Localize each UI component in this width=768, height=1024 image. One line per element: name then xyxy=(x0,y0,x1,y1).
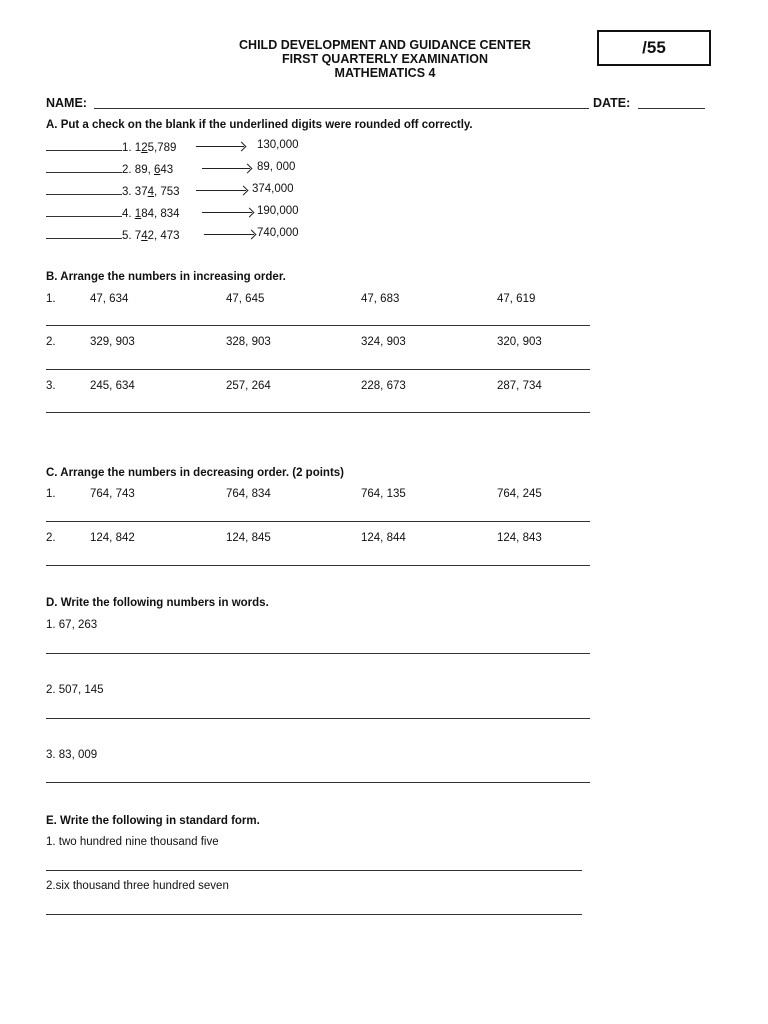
row-number: 2. xyxy=(46,336,56,348)
words-item: 3. 83, 009 xyxy=(46,749,98,761)
rounded-answer: 89, 000 xyxy=(257,161,296,173)
section-b-title: B. Arrange the numbers in increasing order. xyxy=(46,271,286,283)
arrow-icon xyxy=(196,146,244,147)
rounded-answer: 130,000 xyxy=(257,139,299,151)
number-value: 328, 903 xyxy=(226,336,271,348)
arrow-icon xyxy=(202,212,252,213)
arrow-icon xyxy=(204,234,254,235)
number-value: 124, 842 xyxy=(90,532,135,544)
answer-line[interactable] xyxy=(46,521,590,522)
number-value: 329, 903 xyxy=(90,336,135,348)
section-e-title: E. Write the following in standard form. xyxy=(46,815,260,827)
section-a-item: 2. 89, 643 xyxy=(46,161,173,176)
answer-line[interactable] xyxy=(46,718,590,719)
score-box: /55 xyxy=(597,30,711,66)
date-label: DATE: xyxy=(593,96,631,110)
number-value: 320, 903 xyxy=(497,336,542,348)
row-number: 1. xyxy=(46,488,56,500)
answer-line[interactable] xyxy=(46,653,590,654)
row-number: 1. xyxy=(46,293,56,305)
number-value: 324, 903 xyxy=(361,336,406,348)
check-blank[interactable] xyxy=(46,139,122,151)
check-blank[interactable] xyxy=(46,161,122,173)
number-value: 257, 264 xyxy=(226,380,271,392)
section-a-item: 5. 742, 473 xyxy=(46,227,180,242)
check-blank[interactable] xyxy=(46,205,122,217)
number-value: 287, 734 xyxy=(497,380,542,392)
number-value: 764, 834 xyxy=(226,488,271,500)
number-value: 124, 843 xyxy=(497,532,542,544)
answer-line[interactable] xyxy=(46,369,590,370)
date-field[interactable] xyxy=(638,108,705,109)
subject-title: MATHEMATICS 4 xyxy=(334,66,436,80)
number-value: 47, 619 xyxy=(497,293,536,305)
number-value: 245, 634 xyxy=(90,380,135,392)
answer-line[interactable] xyxy=(46,914,582,915)
rounded-answer: 190,000 xyxy=(257,205,299,217)
arrow-icon xyxy=(202,168,250,169)
section-a-item: 4. 184, 834 xyxy=(46,205,180,220)
words-item: 2. 507, 145 xyxy=(46,684,104,696)
rounded-answer: 374,000 xyxy=(252,183,294,195)
name-field[interactable] xyxy=(94,108,589,109)
standard-form-item: 2.six thousand three hundred seven xyxy=(46,880,229,892)
section-a-item: 1. 125,789 xyxy=(46,139,176,154)
check-blank[interactable] xyxy=(46,183,122,195)
section-a-title: A. Put a check on the blank if the underlined digits were rounded off correctly. xyxy=(46,119,473,131)
answer-line[interactable] xyxy=(46,325,590,326)
check-blank[interactable] xyxy=(46,227,122,239)
arrow-icon xyxy=(196,190,246,191)
row-number: 2. xyxy=(46,532,56,544)
rounded-answer: 740,000 xyxy=(257,227,299,239)
answer-line[interactable] xyxy=(46,870,582,871)
section-a-item: 3. 374, 753 xyxy=(46,183,180,198)
section-d-title: D. Write the following numbers in words. xyxy=(46,597,269,609)
number-value: 764, 743 xyxy=(90,488,135,500)
row-number: 3. xyxy=(46,380,56,392)
answer-line[interactable] xyxy=(46,565,590,566)
number-value: 47, 683 xyxy=(361,293,400,305)
words-item: 1. 67, 263 xyxy=(46,619,98,631)
number-value: 124, 845 xyxy=(226,532,271,544)
answer-line[interactable] xyxy=(46,412,590,413)
number-value: 124, 844 xyxy=(361,532,406,544)
number-value: 764, 135 xyxy=(361,488,406,500)
number-value: 764, 245 xyxy=(497,488,542,500)
name-label: NAME: xyxy=(46,96,87,110)
number-value: 47, 645 xyxy=(226,293,265,305)
exam-title: FIRST QUARTERLY EXAMINATION xyxy=(281,52,489,66)
answer-line[interactable] xyxy=(46,782,590,783)
school-name: CHILD DEVELOPMENT AND GUIDANCE CENTER xyxy=(239,38,531,52)
standard-form-item: 1. two hundred nine thousand five xyxy=(46,836,219,848)
number-value: 47, 634 xyxy=(90,293,129,305)
section-c-title: C. Arrange the numbers in decreasing order. (2 points) xyxy=(46,467,344,479)
number-value: 228, 673 xyxy=(361,380,406,392)
